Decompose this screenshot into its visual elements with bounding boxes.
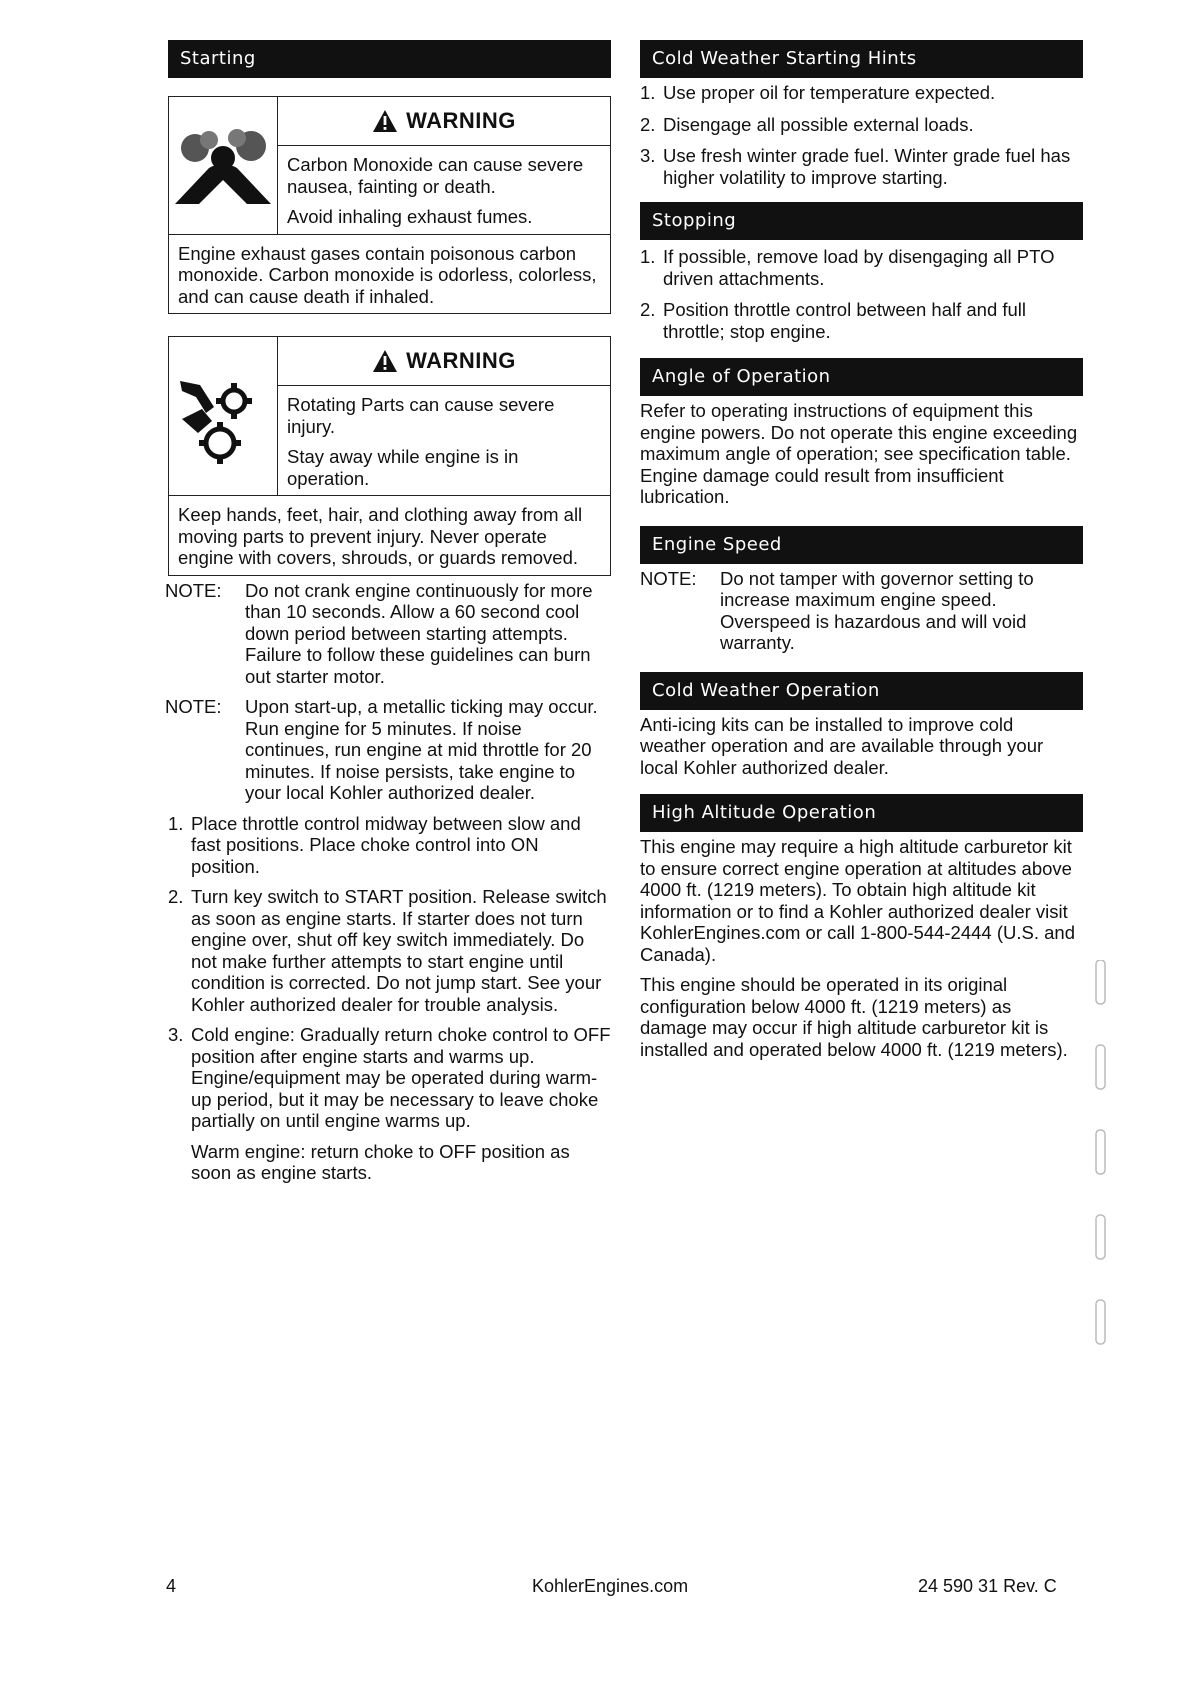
warning-body-text: Engine exhaust gases contain poisonous carbon monoxide. Carbon monoxide is odorless, colorless, and can cause death if inhaled. — [178, 242, 597, 307]
warning-avoid-text: Stay away while engine is in operation. — [287, 446, 519, 489]
left-column — [165, 40, 611, 1184]
note-label: NOTE: — [640, 567, 697, 589]
angle-of-operation-text: Refer to operating instructions of equipment this engine powers. Do not operate this engine exceeding maximum angle of operation; see specification table. Engine damage could result from insufficient lubrication. — [640, 400, 1078, 507]
section-header-high-altitude-operation: High Altitude Operation — [640, 794, 1083, 832]
section-header-starting: Starting — [168, 40, 611, 78]
section-header-cold-weather-operation: Cold Weather Operation — [640, 672, 1083, 710]
footer-website: KohlerEngines.com — [532, 1576, 689, 1596]
stopping-list — [640, 246, 1083, 342]
note-text: Do not crank engine continuously for more than 10 seconds. Allow a 60 second cool down period between starting attempts. Failure to follow these guidelines can burn out starter motor. — [245, 579, 593, 687]
warning-box-carbon-monoxide — [168, 96, 611, 314]
warning-hazard-text: Carbon Monoxide can cause severe nausea, fainting or death. — [287, 154, 584, 197]
warning-title: WARNING — [278, 337, 610, 386]
list-item: 2. Position throttle control between half and full throttle; stop engine. — [640, 299, 1027, 342]
list-item: 3. Cold engine: Gradually return choke control to OFF position after engine starts and warms up. Engine/equipment may be operated during warm-up period, but it may be necessary to leave choke partially on until engine warms up. Warm engine: return choke to OFF position as soon as engine starts. — [168, 1024, 611, 1183]
warning-body-text: Keep hands, feet, hair, and clothing away from all moving parts to prevent injury. Never operate engine with covers, shrouds, or guards removed. — [178, 504, 583, 568]
rotating-parts-hazard-icon — [169, 337, 278, 495]
cold-weather-hints-list — [640, 82, 1083, 188]
note-text: Do not tamper with governor setting to increase maximum engine speed. Overspeed is hazardous and will void warranty. — [720, 567, 1034, 653]
binder-hole-marks — [1090, 960, 1114, 1360]
section-header-cold-weather-starting-hints: Cold Weather Starting Hints — [640, 40, 1083, 78]
note-text: Upon start-up, a metallic ticking may occur. Run engine for 5 minutes. If noise continues, run engine at mid throttle for 20 minutes. If noise persists, take engine to your local Kohler authorized dealer. — [245, 696, 598, 803]
note-label: NOTE: — [165, 696, 222, 717]
warning-hazard-text: Rotating Parts can cause severe injury. — [287, 394, 555, 437]
document-number: 24 590 31 Rev. C — [918, 1576, 1057, 1596]
starting-steps — [168, 813, 611, 1184]
alert-triangle-icon — [372, 349, 398, 373]
alert-triangle-icon — [372, 109, 398, 133]
exhaust-hazard-icon — [169, 97, 278, 234]
list-item: 1. Place throttle control midway between slow and fast positions. Place choke control into ON position. — [168, 812, 581, 877]
note-label: NOTE: — [165, 579, 222, 601]
page-number: 4 — [166, 1576, 177, 1596]
list-item: 1. Use proper oil for temperature expected. — [640, 82, 996, 103]
list-item: 3. Use fresh winter grade fuel. Winter grade fuel has higher volatility to improve starting. — [640, 145, 1071, 188]
section-header-stopping: Stopping — [640, 202, 1083, 240]
warning-box-rotating-parts — [168, 336, 611, 576]
note-metallic-ticking — [165, 696, 611, 804]
right-column — [640, 40, 1083, 1060]
cold-weather-operation-text: Anti-icing kits can be installed to improve cold weather operation and are available through your local Kohler authorized dealer. — [640, 713, 1044, 778]
section-header-angle-of-operation: Angle of Operation — [640, 358, 1083, 396]
list-item: 2. Disengage all possible external loads. — [640, 113, 974, 135]
high-altitude-text: This engine may require a high altitude carburetor kit to ensure correct engine operation at altitudes above 4000 ft. (1219 meters). To obtain high altitude kit information or to find a Kohler authorized dealer visit KohlerEngines.com or call 1-800-544-2444 (U.S. and Canada). — [640, 836, 1075, 965]
list-item: 2. Turn key switch to START position. Release switch as soon as engine starts. If starter does not turn engine over, shut off key switch immediately. Do not make further attempts to start engine until condition is corrected. Do not jump start. See your Kohler authorized dealer for trouble analysis. — [168, 886, 607, 1015]
high-altitude-text-2: This engine should be operated in its original configuration below 4000 ft. (1219 meters) as damage may occur if high altitude carburetor kit is installed and operated below 4000 ft. (1219 meters). — [640, 974, 1068, 1060]
note-governor-setting — [640, 568, 1083, 654]
note-crank-duration — [165, 580, 611, 688]
warning-avoid-text: Avoid inhaling exhaust fumes. — [287, 206, 533, 227]
list-item: 1. If possible, remove load by disengaging all PTO driven attachments. — [640, 246, 1055, 289]
section-header-engine-speed: Engine Speed — [640, 526, 1083, 564]
warning-title: WARNING — [278, 97, 610, 146]
